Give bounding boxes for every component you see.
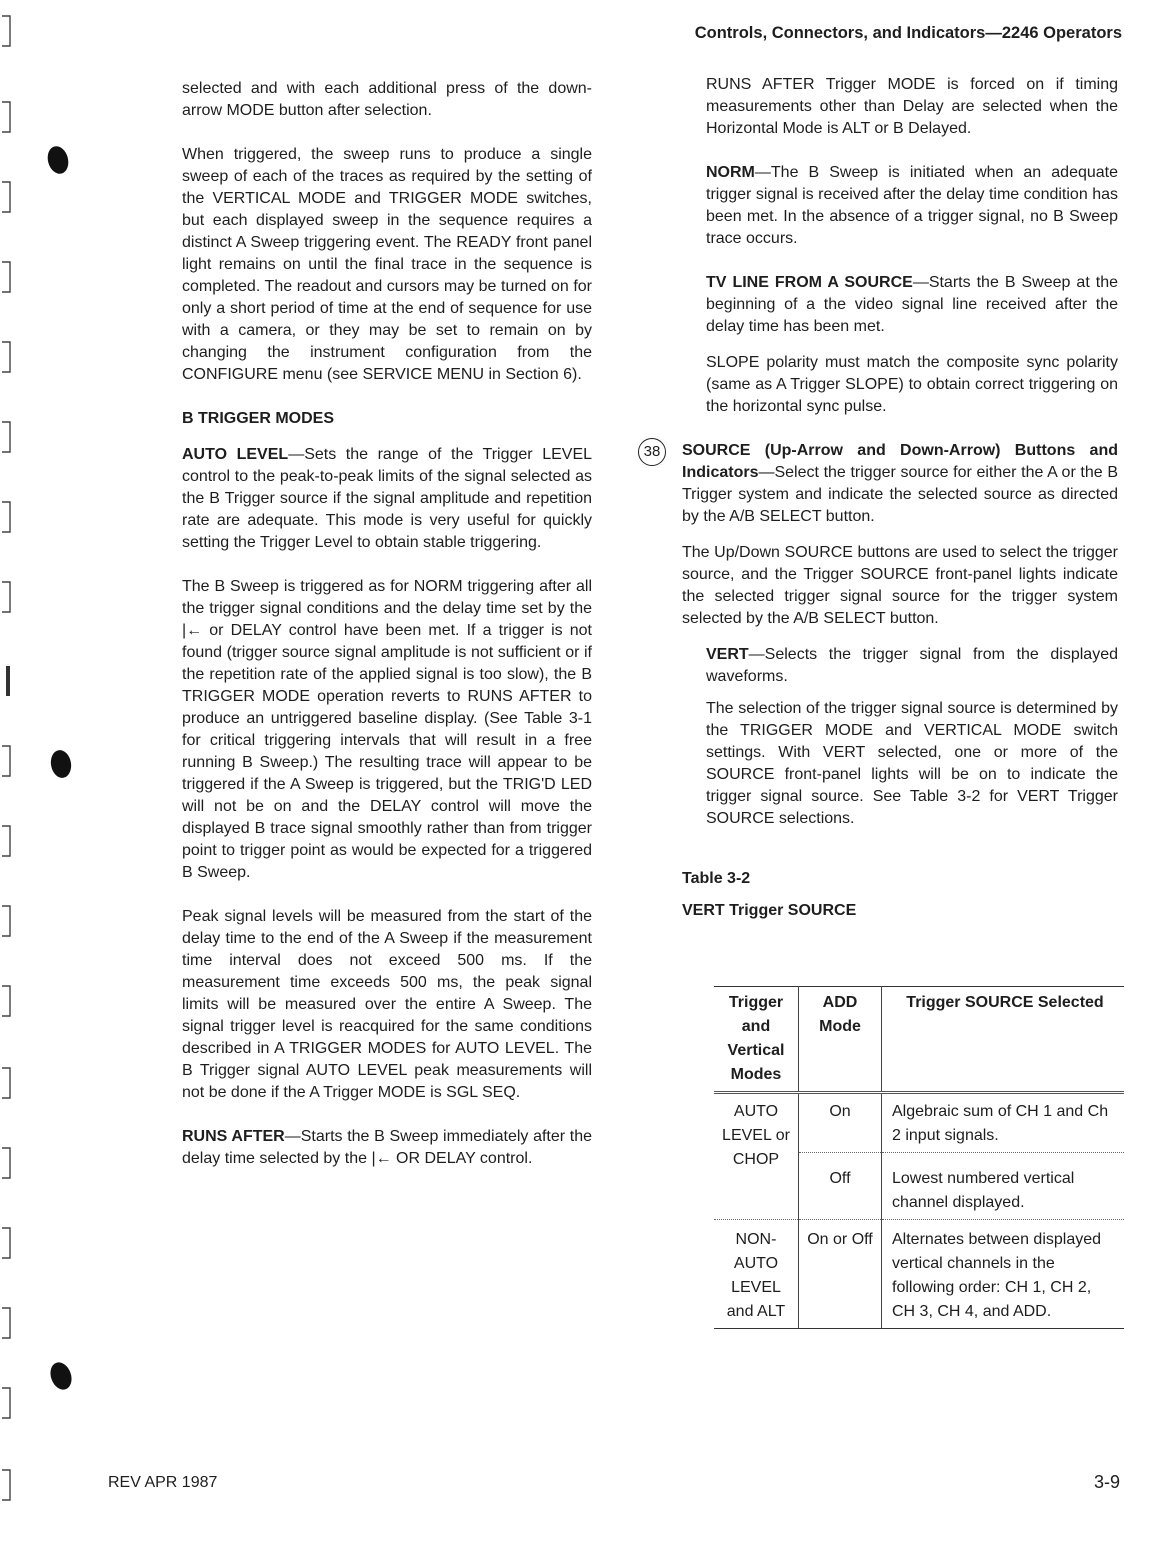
paragraph: The selection of the trigger signal source is determined by the TRIGGER MODE and VERTICAL MODE switch settings. With VERT selected, one or more of the SOURCE front-panel lights will be on to indicate the trigger signal source. See Table 3-2 for VERT Trigger SOURCE selections. xyxy=(706,700,1118,827)
definition: —Select the trigger source for either the A or the B Trigger system and indicate the selected source as directed by the A/B SELECT button. xyxy=(682,464,1118,525)
table-title: VERT Trigger SOURCE xyxy=(682,902,857,919)
table-label: Table 3-2 xyxy=(682,870,751,887)
paragraph: SLOPE polarity must match the composite sync polarity (same as A Trigger SLOPE) to obtain correct triggering on the horizontal sync pulse. xyxy=(706,354,1118,415)
term: TV LINE FROM A SOURCE xyxy=(706,274,913,291)
paragraph-auto-level xyxy=(182,444,592,554)
paragraph: Peak signal levels will be measured from the start of the delay time to the end of the A Sweep if the measurement time interval does not exceed 500 ms. If the measurement time exceeds 500 ms, the peak signal limits will be measured over the entire A Sweep. The signal trigger level is reacquired for the same conditions described in A TRIGGER MODES for AUTO LEVEL. The B Trigger signal AUTO LEVEL peak measurements will not be done if the A Trigger MODE is SGL SEQ. xyxy=(182,908,592,1101)
item-number-badge: 38 xyxy=(638,438,666,466)
paragraph: The Up/Down SOURCE buttons are used to select the trigger source, and the Trigger SOURCE front-panel lights indicate the selected trigger signal source for the trigger system selected by the A/B SELECT button. xyxy=(682,544,1118,627)
column-header: Trigger and Vertical Modes xyxy=(714,987,799,1093)
definition: —Starts the B Sweep at the beginning of a the video signal line received after the delay time has been met. xyxy=(706,274,1119,335)
term: AUTO LEVEL xyxy=(182,446,289,463)
table-cell: On xyxy=(799,1093,882,1153)
revision-date: REV APR 1987 xyxy=(108,1474,218,1491)
paragraph: selected and with each additional press of the down-arrow MODE button after selection. xyxy=(182,80,592,119)
table-cell: Lowest numbered vertical channel displayed. xyxy=(882,1153,1125,1220)
paragraph-vert xyxy=(706,644,1118,688)
definition: —Selects the trigger signal from the displayed waveforms. xyxy=(706,646,1118,685)
definition: —The B Sweep is initiated when an adequate trigger signal is received after the delay time condition has been met. In the absence of a trigger signal, no B Sweep trace occurs. xyxy=(706,164,1118,247)
section-heading: B TRIGGER MODES xyxy=(182,410,335,427)
term: SOURCE (Up-Arrow and Down-Arrow) Buttons and Indicators xyxy=(682,442,1118,481)
table-row xyxy=(714,1220,1124,1329)
paragraph: RUNS AFTER Trigger MODE is forced on if timing measurements other than Delay are selected when the Horizontal Mode is ALT or B Delayed. xyxy=(706,76,1118,137)
vert-trigger-source-table xyxy=(714,986,1124,1329)
paragraph: The B Sweep is triggered as for NORM triggering after all the trigger signal conditions and the delay time set by the |← or DELAY control have been met. If a trigger is not found (trigger source signal amplitude is not sufficient or if the repetition rate of the applied signal is too slow), the B TRIGGER MODE operation reverts to RUNS AFTER to produce an untriggered baseline display. (See Table 3-1 for critical triggering intervals that will result in a free running B Sweep.) The resulting trace will appear to be triggered if the A Sweep is triggered, but the TRIG'D LED will not be on and the DELAY control will move the displayed B trace signal smoothly rather than from trigger point to trigger point as would be expected for a triggered B Sweep. xyxy=(182,578,592,881)
punch-hole-icon xyxy=(40,138,74,182)
punch-hole-icon xyxy=(44,742,78,786)
column-header: Trigger SOURCE Selected xyxy=(906,994,1104,1011)
paragraph: When triggered, the sweep runs to produce a single sweep of each of the traces as required by the setting of the VERTICAL MODE and TRIGGER MODE switches, but each displayed sweep in the sequence requires a distinct A Sweep triggering event. The READY front panel light remains on until the final trace in the sequence is completed. The readout and cursors may be turned on for only a short period of time at the end of sequence for use with a camera, or they may be set to remain on by changing the instrument configuration from the CONFIGURE menu (see SERVICE MENU in Section 6). xyxy=(182,146,592,383)
paragraph-tv-line xyxy=(706,272,1118,338)
table-cell: NON-AUTO LEVEL and ALT xyxy=(714,1220,799,1329)
paragraph-runs-after xyxy=(182,1126,592,1170)
right-column xyxy=(643,74,1119,922)
left-column xyxy=(182,78,592,1170)
definition: —Sets the range of the Trigger LEVEL control to the peak-to-peak limits of the signal selected as the B Trigger source if the signal amplitude and repetition rate are adequate. This mode is very useful for quickly setting the Trigger Level to obtain stable triggering. xyxy=(182,446,593,551)
paragraph-source xyxy=(643,440,1118,528)
column-header: ADD Mode xyxy=(799,987,882,1093)
running-header: Controls, Connectors, and Indicators—2246 Operators xyxy=(694,24,1122,42)
table-cell: Off xyxy=(799,1153,882,1220)
term: RUNS AFTER xyxy=(182,1128,285,1145)
table-header-row xyxy=(714,987,1124,1093)
term: NORM xyxy=(706,164,755,181)
punch-hole-icon xyxy=(44,1354,78,1398)
table-cell: On or Off xyxy=(799,1220,882,1329)
page-number: 3-9 xyxy=(1094,1472,1121,1492)
table-cell: AUTO LEVEL or CHOP xyxy=(714,1093,799,1220)
table-cell: Alternates between displayed vertical channels in the following order: CH 1, CH 2, CH 3, CH 4, and ADD. xyxy=(882,1220,1125,1329)
term: VERT xyxy=(706,646,749,663)
table-row xyxy=(714,1093,1124,1153)
definition: —Starts the B Sweep immediately after the delay time selected by the |← OR DELAY control. xyxy=(182,1128,593,1167)
table-cell: Algebraic sum of CH 1 and Ch 2 input signals. xyxy=(892,1103,1109,1144)
paragraph-norm xyxy=(706,162,1118,250)
